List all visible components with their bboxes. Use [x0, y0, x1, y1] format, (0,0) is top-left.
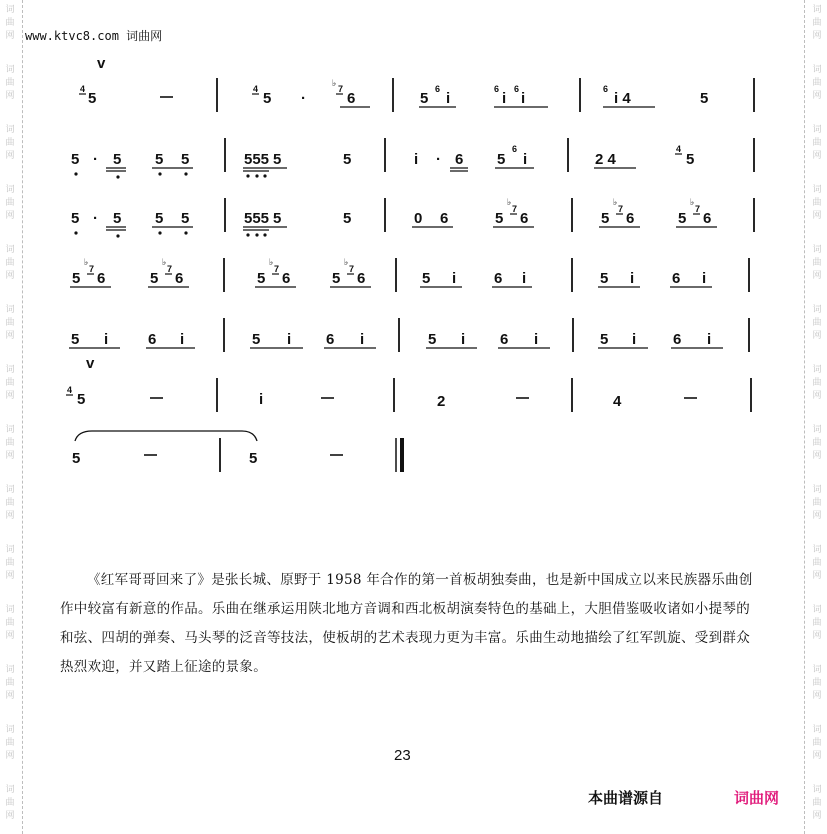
note: 5 [72, 270, 81, 287]
source-label: 本曲谱源自 [588, 789, 664, 807]
watermark-char: 网 [5, 511, 15, 521]
flat-mark: ♭ [613, 197, 618, 207]
watermark-char: 词 [812, 545, 822, 555]
note: 5 [343, 151, 352, 168]
watermark-char: 曲 [812, 558, 822, 568]
note: i [522, 270, 527, 287]
note: i [259, 391, 264, 408]
watermark-char: 词 [5, 65, 15, 75]
watermark-char: 网 [5, 151, 15, 161]
note: i [414, 151, 419, 168]
brand-link[interactable]: 词曲网 [734, 789, 780, 807]
watermark-char: 网 [812, 451, 822, 461]
note: 5 [678, 210, 687, 227]
grace-note: 6 [514, 84, 520, 94]
note: 5 [343, 210, 352, 227]
note: 6 [703, 210, 712, 227]
watermark-char: 词 [5, 545, 15, 555]
page-number: 23 [394, 747, 411, 764]
note: 4 [613, 393, 622, 410]
grace-note: 4 [676, 144, 682, 154]
watermark-char: 网 [812, 271, 822, 281]
grace-note: 7 [618, 204, 624, 214]
watermark-char: 曲 [812, 78, 822, 88]
watermark-char: 词 [812, 125, 822, 135]
note: 5 [150, 270, 159, 287]
watermark-char: 网 [812, 811, 822, 821]
watermark-char: 曲 [5, 18, 15, 28]
note: 5 [71, 210, 80, 227]
grace-note: 7 [512, 204, 518, 214]
watermark-char: 网 [5, 91, 15, 101]
watermark-char: 网 [5, 571, 15, 581]
watermark-char: 曲 [812, 378, 822, 388]
watermark-char: 网 [5, 31, 15, 41]
note: 5 [71, 331, 80, 348]
watermark-char: 词 [812, 65, 822, 75]
note: 5 [181, 210, 190, 227]
grace-note: 7 [695, 204, 701, 214]
watermark-char: 词 [5, 425, 15, 435]
watermark-char: 曲 [5, 258, 15, 268]
grace-note: 6 [603, 84, 609, 94]
note: 5 [428, 331, 437, 348]
watermark-char: 曲 [5, 678, 15, 688]
note: 5 [422, 270, 431, 287]
watermark-char: 词 [5, 5, 15, 15]
watermark-char: 网 [812, 151, 822, 161]
note-group: 555 [244, 151, 270, 168]
note: 6 [455, 151, 464, 168]
note: i [461, 331, 466, 348]
note: 6 [282, 270, 291, 287]
flat-mark: ♭ [507, 197, 512, 207]
watermark-char: 网 [5, 751, 15, 761]
watermark-char: 网 [812, 571, 822, 581]
note: 5 [71, 151, 80, 168]
grace-note: 7 [274, 264, 280, 274]
flat-mark: ♭ [269, 257, 274, 267]
watermark-char: 曲 [812, 318, 822, 328]
watermark-char: 网 [5, 691, 15, 701]
note: i [632, 331, 637, 348]
watermark-char: 曲 [5, 138, 15, 148]
watermark-char: 曲 [812, 18, 822, 28]
description-text: 《红军哥哥回来了》是张长城、原野于 1958 年合作的第一首板胡独奏曲，也是新中国成立以来民族器乐曲创作中较富有新意的作品。乐曲在继承运用陕北地方音调和西北板胡演奏特色的基础上，大胆借鉴吸收诸如小提琴的和弦、四胡的弹奏、马头琴的泛音等技法，使板胡的艺术表现力更为丰富。乐曲生动地描绘了红军凯旋、受到群众热烈欢迎，并又踏上征途的景象。 [60, 572, 753, 675]
watermark-char: 曲 [5, 738, 15, 748]
note: 6 [673, 331, 682, 348]
watermark-char: 曲 [5, 438, 15, 448]
note: 6 [494, 270, 503, 287]
flat-mark: ♭ [162, 257, 167, 267]
grace-note: 7 [349, 264, 355, 274]
watermark-char: 网 [5, 391, 15, 401]
note: 6 [97, 270, 106, 287]
note: 5 [273, 151, 282, 168]
note: i [452, 270, 457, 287]
watermark-char: 曲 [812, 438, 822, 448]
note: 5 [113, 210, 122, 227]
grace-note: 6 [494, 84, 500, 94]
note: i [502, 90, 507, 107]
note: 5 [155, 210, 164, 227]
note: 5 [249, 450, 258, 467]
watermark-char: 曲 [812, 738, 822, 748]
note: 5 [686, 151, 695, 168]
note: 5 [497, 151, 506, 168]
note: i [287, 331, 292, 348]
note: i [534, 331, 539, 348]
watermark-char: 网 [812, 91, 822, 101]
note: 6 [500, 331, 509, 348]
dot-mark: · [93, 151, 98, 168]
note: 6 [326, 331, 335, 348]
watermark-char: 词 [5, 305, 15, 315]
note: 5 [181, 151, 190, 168]
note: 5 [600, 331, 609, 348]
watermark-char: 网 [812, 751, 822, 761]
watermark-char: 词 [5, 785, 15, 795]
note: 5 [495, 210, 504, 227]
watermark-char: 曲 [812, 678, 822, 688]
watermark-char: 词 [5, 185, 15, 195]
note: 5 [77, 391, 86, 408]
watermark-char: 网 [5, 451, 15, 461]
note: i [360, 331, 365, 348]
watermark-char: 网 [812, 631, 822, 641]
watermark-char: 网 [5, 811, 15, 821]
note-group: 2 4 [595, 151, 616, 168]
accent-mark: v [86, 355, 95, 372]
note: 5 [155, 151, 164, 168]
watermark-char: 网 [5, 331, 15, 341]
watermark-char: 词 [812, 785, 822, 795]
dot-mark: · [301, 90, 306, 107]
watermark-char: 词 [812, 725, 822, 735]
watermark-char: 词 [812, 425, 822, 435]
flat-mark: ♭ [84, 257, 89, 267]
note: 5 [88, 90, 97, 107]
grace-note: 7 [338, 84, 344, 94]
watermark-char: 曲 [812, 138, 822, 148]
watermark-char: 词 [5, 605, 15, 615]
note: 5 [600, 270, 609, 287]
note: 5 [72, 450, 81, 467]
watermark-char: 词 [812, 185, 822, 195]
watermark-char: 曲 [5, 498, 15, 508]
watermark-char: 曲 [5, 618, 15, 628]
tie-arc [75, 431, 257, 441]
dot-mark: · [93, 210, 98, 227]
watermark-char: 曲 [812, 198, 822, 208]
watermark-char: 曲 [5, 78, 15, 88]
note: 6 [148, 331, 157, 348]
note: i [104, 331, 109, 348]
watermark-char: 曲 [812, 618, 822, 628]
watermark-char: 曲 [812, 498, 822, 508]
note: i [446, 90, 451, 107]
grace-note: 4 [80, 84, 86, 94]
watermark-char: 网 [812, 691, 822, 701]
note: 5 [420, 90, 429, 107]
watermark-char: 词 [812, 605, 822, 615]
watermark-char: 曲 [812, 798, 822, 808]
watermark-char: 词 [812, 665, 822, 675]
watermark-char: 曲 [5, 558, 15, 568]
note: 5 [257, 270, 266, 287]
grace-note: 4 [67, 385, 73, 395]
watermark-char: 词 [5, 665, 15, 675]
flat-mark: ♭ [690, 197, 695, 207]
watermark-char: 网 [812, 511, 822, 521]
watermark-char: 网 [812, 331, 822, 341]
note: 5 [332, 270, 341, 287]
watermark-char: 网 [812, 31, 822, 41]
note: 6 [357, 270, 366, 287]
watermark-char: 网 [5, 271, 15, 281]
watermark-char: 词 [812, 305, 822, 315]
watermark-char: 曲 [812, 258, 822, 268]
watermark-char: 网 [5, 211, 15, 221]
description-paragraph [60, 566, 754, 682]
note: i [707, 331, 712, 348]
note: i [630, 270, 635, 287]
grace-note: 7 [89, 264, 95, 274]
watermark-char: 词 [5, 125, 15, 135]
flat-mark: ♭ [332, 78, 337, 88]
site-url: www.ktvc8.com 词曲网 [25, 29, 163, 43]
watermark-char: 词 [812, 485, 822, 495]
note: i [523, 151, 528, 168]
flat-mark: ♭ [344, 257, 349, 267]
note: 6 [440, 210, 449, 227]
watermark-char: 曲 [5, 198, 15, 208]
watermark-char: 词 [5, 485, 15, 495]
note-group: 555 [244, 210, 270, 227]
note: i 4 [614, 90, 631, 107]
note: i [180, 331, 185, 348]
note: 2 [437, 393, 446, 410]
grace-note: 6 [512, 144, 518, 154]
accent-mark: v [97, 55, 106, 72]
watermark-char: 词 [812, 5, 822, 15]
note: 5 [601, 210, 610, 227]
watermark-char: 词 [5, 365, 15, 375]
watermark-char: 网 [812, 211, 822, 221]
watermark-char: 曲 [5, 798, 15, 808]
note: i [521, 90, 526, 107]
note: 6 [520, 210, 529, 227]
watermark-char: 词 [5, 725, 15, 735]
note: 6 [672, 270, 681, 287]
note: 5 [113, 151, 122, 168]
note: 6 [347, 90, 356, 107]
watermark-char: 曲 [5, 378, 15, 388]
note: 5 [252, 331, 261, 348]
note: 6 [175, 270, 184, 287]
watermark-char: 词 [812, 365, 822, 375]
watermark-char: 网 [5, 631, 15, 641]
grace-note: 7 [167, 264, 173, 274]
watermark-char: 词 [5, 245, 15, 255]
note: 5 [263, 90, 272, 107]
watermark-char: 词 [812, 245, 822, 255]
grace-note: 4 [253, 84, 259, 94]
watermark-char: 网 [812, 391, 822, 401]
grace-note: 6 [435, 84, 441, 94]
note: 5 [273, 210, 282, 227]
dot-mark: · [436, 151, 441, 168]
watermark-char: 曲 [5, 318, 15, 328]
note: 5 [700, 90, 709, 107]
note: 0 [414, 210, 423, 227]
note: 6 [626, 210, 635, 227]
note: i [702, 270, 707, 287]
